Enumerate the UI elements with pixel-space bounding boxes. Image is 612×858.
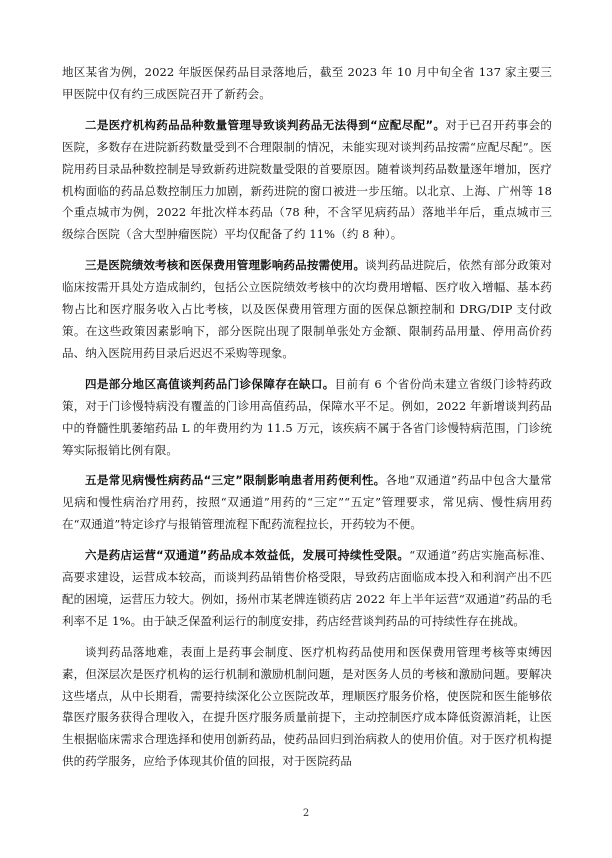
paragraph-text: 各地“双通道”药品中包含大量常见病和慢性病治疗用药，按照“双通道”用药的“三定”“五定”管理要求，常见病、慢性病用药在“双通道”特定诊疗与报销管理流程下配药流程拉长，开药较为不便。 — [62, 473, 552, 532]
paragraph-lead: 二是医疗机构药品品种数量管理导致谈判药品无法得到“应配尽配”。 — [85, 117, 446, 132]
paragraph-point-2 — [62, 115, 552, 246]
paragraph-text: 地区某省为例，2022 年版医保药品目录落地后，截至 2023 年 10 月中旬全省 137 家主要三甲医院中仅有约三成医院召开了新药会。 — [62, 65, 552, 101]
paragraph-text: 谈判药品落地难，表面上是药事会制度、医疗机构药品使用和医保费用管理考核等束缚因素，但深层次是医疗机构的运行机制和激励机制问题，是对医务人员的考核和激励问题。要解决这些堵点，从中长期看，需要持续深化公立医院改革，理顺医疗服务价格，使医院和医生能够依靠医疗服务获得合理收入，在提升医疗服务质量前提下，主动控制医疗成本降低资源消耗，让医生根据临床需求合理选择和使用创新药品，使药品回归到治病救人的使用价值。对于医疗机构提供的药学服务，应给予体现其价值的回报，对于医院药品 — [62, 644, 552, 769]
paragraph-point-3 — [62, 255, 552, 365]
paragraph-point-6 — [62, 545, 552, 633]
paragraph-text: “双通道”药店实施高标准、高要求建设，运营成本较高，而谈判药品销售价格受限，导致药店面临成本投入和利润产出不匹配的困境，运营压力较大。例如，扬州市某老牌连锁药店 2022 年上半年运营“双通道”药品的毛利率不足 1%。由于缺乏保盈利运行的制度安排，药店经营谈判药品的可持续性存在挑战。 — [62, 548, 552, 628]
paragraph-text: 目前有 6 个省份尚未建立省级门诊特药政策，对于门诊慢特病没有覆盖的门诊用高值药品，保障水平不足。例如，2022 年新增谈判药品中的脊髓性肌萎缩药品 L 的年费用约为 11.5 万元，该疾病不属于各省门诊慢特病范围，门诊统筹实际报销比例有限。 — [62, 376, 552, 457]
paragraph-point-5 — [62, 470, 552, 536]
paragraph-continuation — [62, 62, 552, 106]
paragraph-text: 谈判药品进院后，依然有部分政策对临床按需开具处方造成制约，包括公立医院绩效考核中的次均费用增幅、医疗收入增幅、基本药物占比和医疗服务收入占比考核，以及医保费用管理方面的医保总额控制和 DRG/DIP 支付政策。在这些政策因素影响下，部分医院出现了限制单张处方金额、限制药品用量、停用高价药品、纳入医院用药目录后迟迟不采购等现象。 — [62, 258, 552, 360]
paragraph-point-4 — [62, 374, 552, 462]
paragraph-lead: 五是常见病慢性病药品“三定”限制影响患者用药便利性。 — [85, 473, 386, 488]
page-number: 2 — [302, 808, 310, 819]
paragraph-lead: 六是药店运营“双通道”药品成本效益低，发展可持续性受限。 — [85, 548, 410, 563]
paragraph-lead: 三是医院绩效考核和医保费用管理影响药品按需使用。 — [85, 258, 366, 273]
paragraph-lead: 四是部分地区高值谈判药品门诊保障存在缺口。 — [85, 376, 335, 391]
document-page — [62, 62, 552, 782]
paragraph-summary — [62, 642, 552, 773]
paragraph-text: 对于已召开药事会的医院，多数存在进院新药数量受到不合理限制的情况，未能实现对谈判药品按需“应配尽配”。医院用药目录品种数控制是导致新药进院数量受限的首要原因。随着谈判药品数量逐年增加，医疗机构面临的药品总数控制压力加剧，新药进院的窗口被进一步压缩。以北京、上海、广州等 18 个重点城市为例，2022 年批次样本药品（78 种，不含罕见病药品）落地半年后，重点城市三级综合医院（含大型肿瘤医院）平均仅配备了约 11%（约 8 种）。 — [62, 117, 552, 242]
